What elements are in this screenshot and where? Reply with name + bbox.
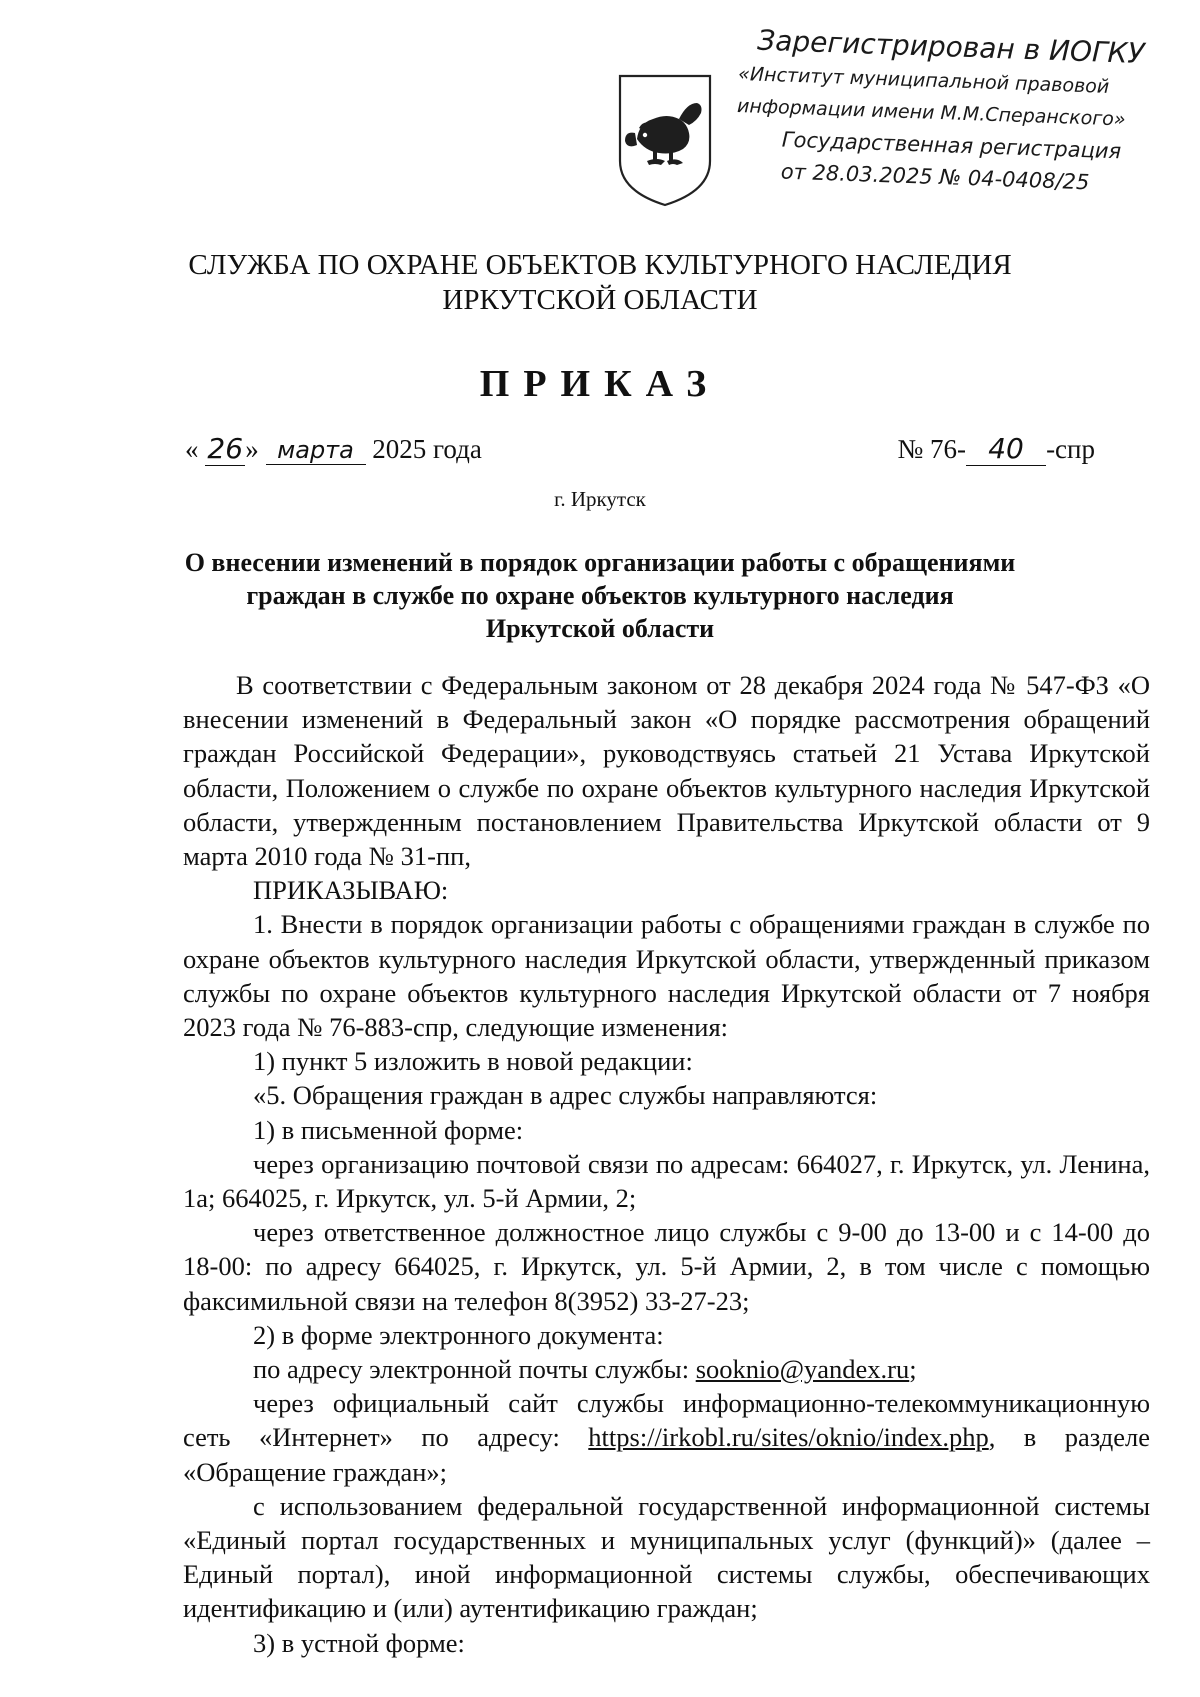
order-number <box>898 432 1095 466</box>
stamp-line: Зарегистрирован в ИОГКУ <box>756 23 1146 71</box>
heading-line: Иркутской области <box>485 614 715 643</box>
number-prefix: № 76- <box>897 434 967 464</box>
stamp-line: Государственная регистрация <box>781 127 1122 164</box>
paragraph: через организацию почтовой связи по адресам: 664027, г. Иркутск, ул. Ленина, 1а; 664025, г. Иркутск, ул. 5-й Армии, 2; <box>183 1148 1150 1214</box>
text: через официальный сайт службы информационно-телекоммуникационную сеть «Интернет» по адресу: <box>183 1388 1150 1453</box>
paragraph: 3) в устной форме: <box>253 1627 465 1658</box>
email-link[interactable]: sooknio@yandex.ru <box>695 1354 910 1385</box>
text: по адресу электронной почты службы: <box>253 1354 696 1385</box>
paragraph: с использованием федеральной государственной информационной системы «Единый портал государственных и муниципальных услуг (функций)» (далее – Единый портал), иной информационной системы службы, обеспечивающих идентификацию и (или) аутентификацию граждан; <box>183 1490 1150 1624</box>
text: , в разделе «Обращение граждан»; <box>183 1422 1150 1487</box>
stamp-line: «Институт муниципальной правовой <box>737 62 1110 98</box>
paragraph: 2) в форме электронного документа: <box>253 1319 664 1350</box>
paragraph <box>183 1386 1150 1489</box>
date-close-quote: » <box>245 434 259 464</box>
agency-name <box>0 248 1200 318</box>
number-suffix: -спр <box>1046 434 1095 464</box>
paragraph: 1) пункт 5 изложить в новой редакции: <box>253 1046 693 1077</box>
order-title: ПРИКАЗ <box>479 363 721 405</box>
paragraph: 1. Внести в порядок организации работы с обращениями граждан в службе по охране объектов культурного наследия Иркутской области, утвержденный приказом службы по охране объектов культурного наследия Иркутской области от 7 ноября 2023 года № 76-883-спр, следующие изменения: <box>183 909 1150 1043</box>
paragraph: «5. Обращения граждан в адрес службы направляются: <box>253 1080 878 1111</box>
registration-stamp <box>734 22 1179 201</box>
date-month: марта <box>266 436 366 465</box>
heading-line: граждан в службе по охране объектов культурного наследия <box>246 581 954 610</box>
website-link[interactable]: https://irkobl.ru/sites/oknio/index.php <box>588 1422 989 1453</box>
coat-of-arms-icon <box>617 73 713 208</box>
agency-line: СЛУЖБА ПО ОХРАНЕ ОБЪЕКТОВ КУЛЬТУРНОГО НАСЛЕДИЯ <box>188 249 1012 281</box>
date-day: 26 <box>205 432 245 466</box>
city: г. Иркутск <box>554 487 646 511</box>
paragraph: ПРИКАЗЫВАЮ: <box>253 875 449 906</box>
stamp-line: от 28.03.2025 № 04-0408/25 <box>780 159 1090 195</box>
number-value: 40 <box>966 432 1046 466</box>
paragraph: через ответственное должностное лицо службы с 9-00 до 13-00 и с 14-00 до 18-00: по адресу 664025, г. Иркутск, ул. 5-й Армии, 2, в том числе с помощью факсимильной связи на телефон 8(3952) 33-27-23; <box>183 1217 1150 1316</box>
heading-line: О внесении изменений в порядок организации работы с обращениями <box>184 548 1016 577</box>
text: ; <box>909 1354 917 1385</box>
order-date <box>185 432 482 466</box>
agency-line: ИРКУТСКОЙ ОБЛАСТИ <box>442 284 758 316</box>
stamp-line: информации имени М.М.Сперанского» <box>736 94 1126 131</box>
paragraph: 1) в письменной форме: <box>253 1114 524 1145</box>
document-body <box>183 668 1150 1660</box>
date-year: 2025 года <box>372 434 482 464</box>
document-heading <box>150 546 1050 645</box>
paragraph: В соответствии с Федеральным законом от 28 декабря 2024 года № 547-ФЗ «О внесении изменений в Федеральный закон «О порядке рассмотрения обращений граждан Российской Федерации», руководствуясь статьей 21 Устава Иркутской области, Положением о службе по охране объектов культурного наследия Иркутской области, утвержденным постановлением Правительства Иркутской области от 9 марта 2010 года № 31-пп, <box>183 670 1150 872</box>
date-open-quote: « <box>185 434 199 464</box>
paragraph <box>183 1352 1150 1386</box>
